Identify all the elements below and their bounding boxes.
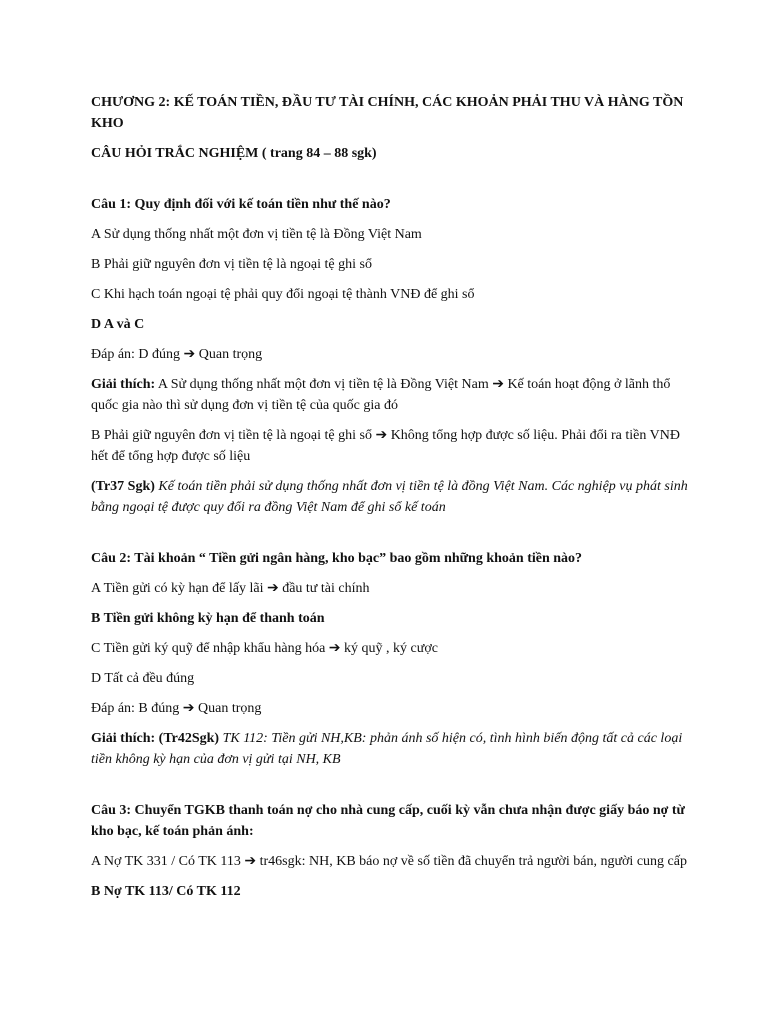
question-1-explanation-b: B Phải giữ nguyên đơn vị tiền tệ là ngoại tệ ghi sổ ➔ Không tổng hợp được số liệu. Phải đổi ra tiền VNĐ hết để tổng hợp được số liệu — [91, 428, 680, 464]
question-1-explanation — [91, 374, 691, 416]
question-2-title: Câu 2: Tài khoản “ Tiền gửi ngân hàng, kho bạc” bao gồm những khoản tiền nào? — [91, 551, 583, 566]
question-1-option-c: C Khi hạch toán ngoại tệ phải quy đổi ngoại tệ thành VNĐ để ghi sổ — [91, 287, 475, 302]
explanation-label: Giải thích: — [91, 377, 156, 392]
question-2-option-c: C Tiền gửi ký quỹ để nhập khẩu hàng hóa ➔ ký quỹ , ký cược — [91, 641, 438, 656]
question-1-option-d: D A và C — [91, 317, 145, 332]
question-3-option-a: A Nợ TK 331 / Có TK 113 ➔ tr46sgk: NH, KB báo nợ về số tiền đã chuyển trả người bán, người cung cấp — [91, 854, 687, 869]
question-1-reference — [91, 476, 691, 518]
question-1 — [91, 194, 691, 518]
question-2-option-a: A Tiền gửi có kỳ hạn để lấy lãi ➔ đầu tư tài chính — [91, 581, 370, 596]
question-1-title: Câu 1: Quy định đối với kế toán tiền như thế nào? — [91, 197, 391, 212]
reference-label: (Tr37 Sgk) — [91, 479, 155, 494]
explanation-text: A Sử dụng thống nhất một đơn vị tiền tệ là Đồng Việt Nam ➔ Kế toán hoạt động ở lãnh thổ quốc gia nào thì sử dụng đơn vị tiền tệ của quốc gia đó — [91, 377, 671, 413]
question-2-option-d: D Tất cả đều đúng — [91, 671, 195, 686]
reference-text: Kế toán tiền phải sử dụng thống nhất đơn vị tiền tệ là đồng Việt Nam. Các nghiệp vụ phát sinh bằng ngoại tệ được quy đổi ra đồng Việt Nam để ghi sổ kế toán — [91, 479, 688, 515]
explanation-text: TK 112: Tiền gửi NH,KB: phản ánh số hiện có, tình hình biến động tất cả các loại tiền không kỳ hạn của đơn vị gửi tại NH, KB — [91, 731, 683, 767]
question-1-answer: Đáp án: D đúng ➔ Quan trọng — [91, 347, 263, 362]
document-content — [91, 92, 691, 911]
question-2-explanation — [91, 728, 691, 770]
question-3 — [91, 800, 691, 902]
question-1-option-b: B Phải giữ nguyên đơn vị tiền tệ là ngoại tệ ghi sổ — [91, 257, 372, 272]
question-2-option-b: B Tiền gửi không kỳ hạn để thanh toán — [91, 611, 325, 626]
explanation-label: Giải thích: (Tr42Sgk) — [91, 731, 220, 746]
question-3-option-b: B Nợ TK 113/ Có TK 112 — [91, 884, 241, 899]
question-3-title: Câu 3: Chuyển TGKB thanh toán nợ cho nhà cung cấp, cuối kỳ vẫn chưa nhận được giấy báo nợ từ kho bạc, kế toán phản ánh: — [91, 803, 685, 839]
chapter-title: CHƯƠNG 2: KẾ TOÁN TIỀN, ĐẦU TƯ TÀI CHÍNH, CÁC KHOẢN PHẢI THU VÀ HÀNG TỒN KHO — [91, 95, 684, 131]
question-1-option-a: A Sử dụng thống nhất một đơn vị tiền tệ là Đồng Việt Nam — [91, 227, 422, 242]
question-2 — [91, 548, 691, 770]
question-2-answer: Đáp án: B đúng ➔ Quan trọng — [91, 701, 262, 716]
section-title: CÂU HỎI TRẮC NGHIỆM ( trang 84 – 88 sgk) — [91, 146, 377, 161]
